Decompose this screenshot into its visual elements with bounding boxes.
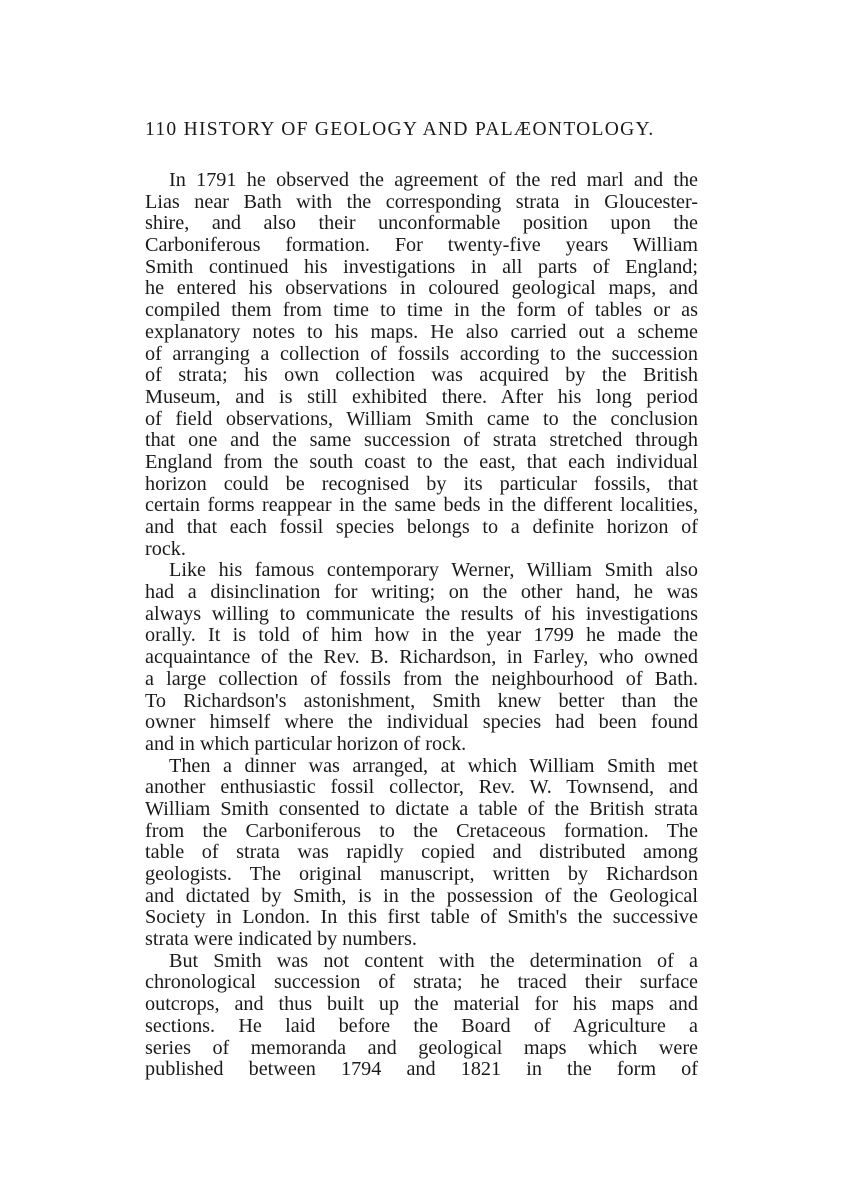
text-line: owner himself where the individual species had been found: [145, 711, 698, 734]
text-line: rock.: [145, 537, 186, 560]
text-line: Like his famous contemporary Werner, William Smith also: [169, 559, 698, 582]
text-line: compiled them from time to time in the form of tables or as: [145, 299, 698, 322]
text-line: published between 1794 and 1821 in the form of: [145, 1058, 698, 1081]
text-line: table of strata was rapidly copied and distributed among: [145, 841, 698, 864]
text-line: Society in London. In this first table of Smith's the successive: [145, 906, 698, 929]
text-line: he entered his observations in coloured geological maps, and: [145, 277, 698, 300]
text-line: acquaintance of the Rev. B. Richardson, in Farley, who owned: [145, 646, 698, 669]
text-line: of arranging a collection of fossils according to the succession: [145, 342, 698, 365]
text-line: In 1791 he observed the agreement of the red marl and the: [169, 169, 698, 191]
body-text: [145, 170, 698, 1081]
text-line: and dictated by Smith, is in the possession of the Geological: [145, 884, 698, 907]
text-line: and that each fossil species belongs to a definite horizon of: [145, 516, 698, 538]
text-line: But Smith was not content with the determination of a: [169, 949, 698, 972]
text-line: William Smith consented to dictate a table of the British strata: [145, 797, 698, 820]
text-line: England from the south coast to the east, that each individual: [145, 450, 698, 473]
text-line: Museum, and is still exhibited there. After his long period: [145, 385, 698, 408]
text-line: chronological succession of strata; he traced their surface: [145, 971, 698, 994]
text-line: shire, and also their unconformable position upon the: [145, 212, 698, 235]
text-line: Then a dinner was arranged, at which William Smith met: [169, 754, 698, 777]
text-line: Carboniferous formation. For twenty-five years William: [145, 234, 698, 257]
text-line: that one and the same succession of strata stretched through: [145, 429, 698, 452]
text-line: To Richardson's astonishment, Smith knew better than the: [145, 689, 698, 712]
text-line: another enthusiastic fossil collector, Rev. W. Townsend, and: [145, 776, 698, 799]
text-line: and in which particular horizon of rock.: [145, 732, 467, 755]
text-line: series of memoranda and geological maps which were: [145, 1036, 698, 1059]
text-line: Smith continued his investigations in all parts of England;: [145, 255, 698, 278]
running-head: 110 HISTORY OF GEOLOGY AND PALÆONTOLOGY.: [145, 119, 655, 140]
text-line: always willing to communicate the results of his investigations: [145, 602, 698, 625]
text-line: geologists. The original manuscript, written by Richardson: [145, 863, 698, 885]
text-line: of field observations, William Smith came to the conclusion: [145, 407, 698, 430]
text-line: of strata; his own collection was acquired by the British: [145, 364, 698, 387]
text-line: strata were indicated by numbers.: [145, 928, 417, 951]
text-line: outcrops, and thus built up the material for his maps and: [145, 993, 698, 1016]
text-line: Lias near Bath with the corresponding strata in Gloucester-: [145, 190, 698, 213]
text-line: sections. He laid before the Board of Agriculture a: [145, 1014, 698, 1037]
text-line: horizon could be recognised by its particular fossils, that: [145, 472, 698, 495]
text-line: a large collection of fossils from the neighbourhood of Bath.: [145, 667, 698, 690]
text-line: orally. It is told of him how in the year 1799 he made the: [145, 624, 698, 647]
text-line: had a disinclination for writing; on the other hand, he was: [145, 581, 698, 604]
text-line: certain forms reappear in the same beds in the different localities,: [145, 494, 698, 517]
text-line: from the Carboniferous to the Cretaceous formation. The: [145, 819, 698, 842]
text-line: explanatory notes to his maps. He also carried out a scheme: [145, 320, 698, 343]
